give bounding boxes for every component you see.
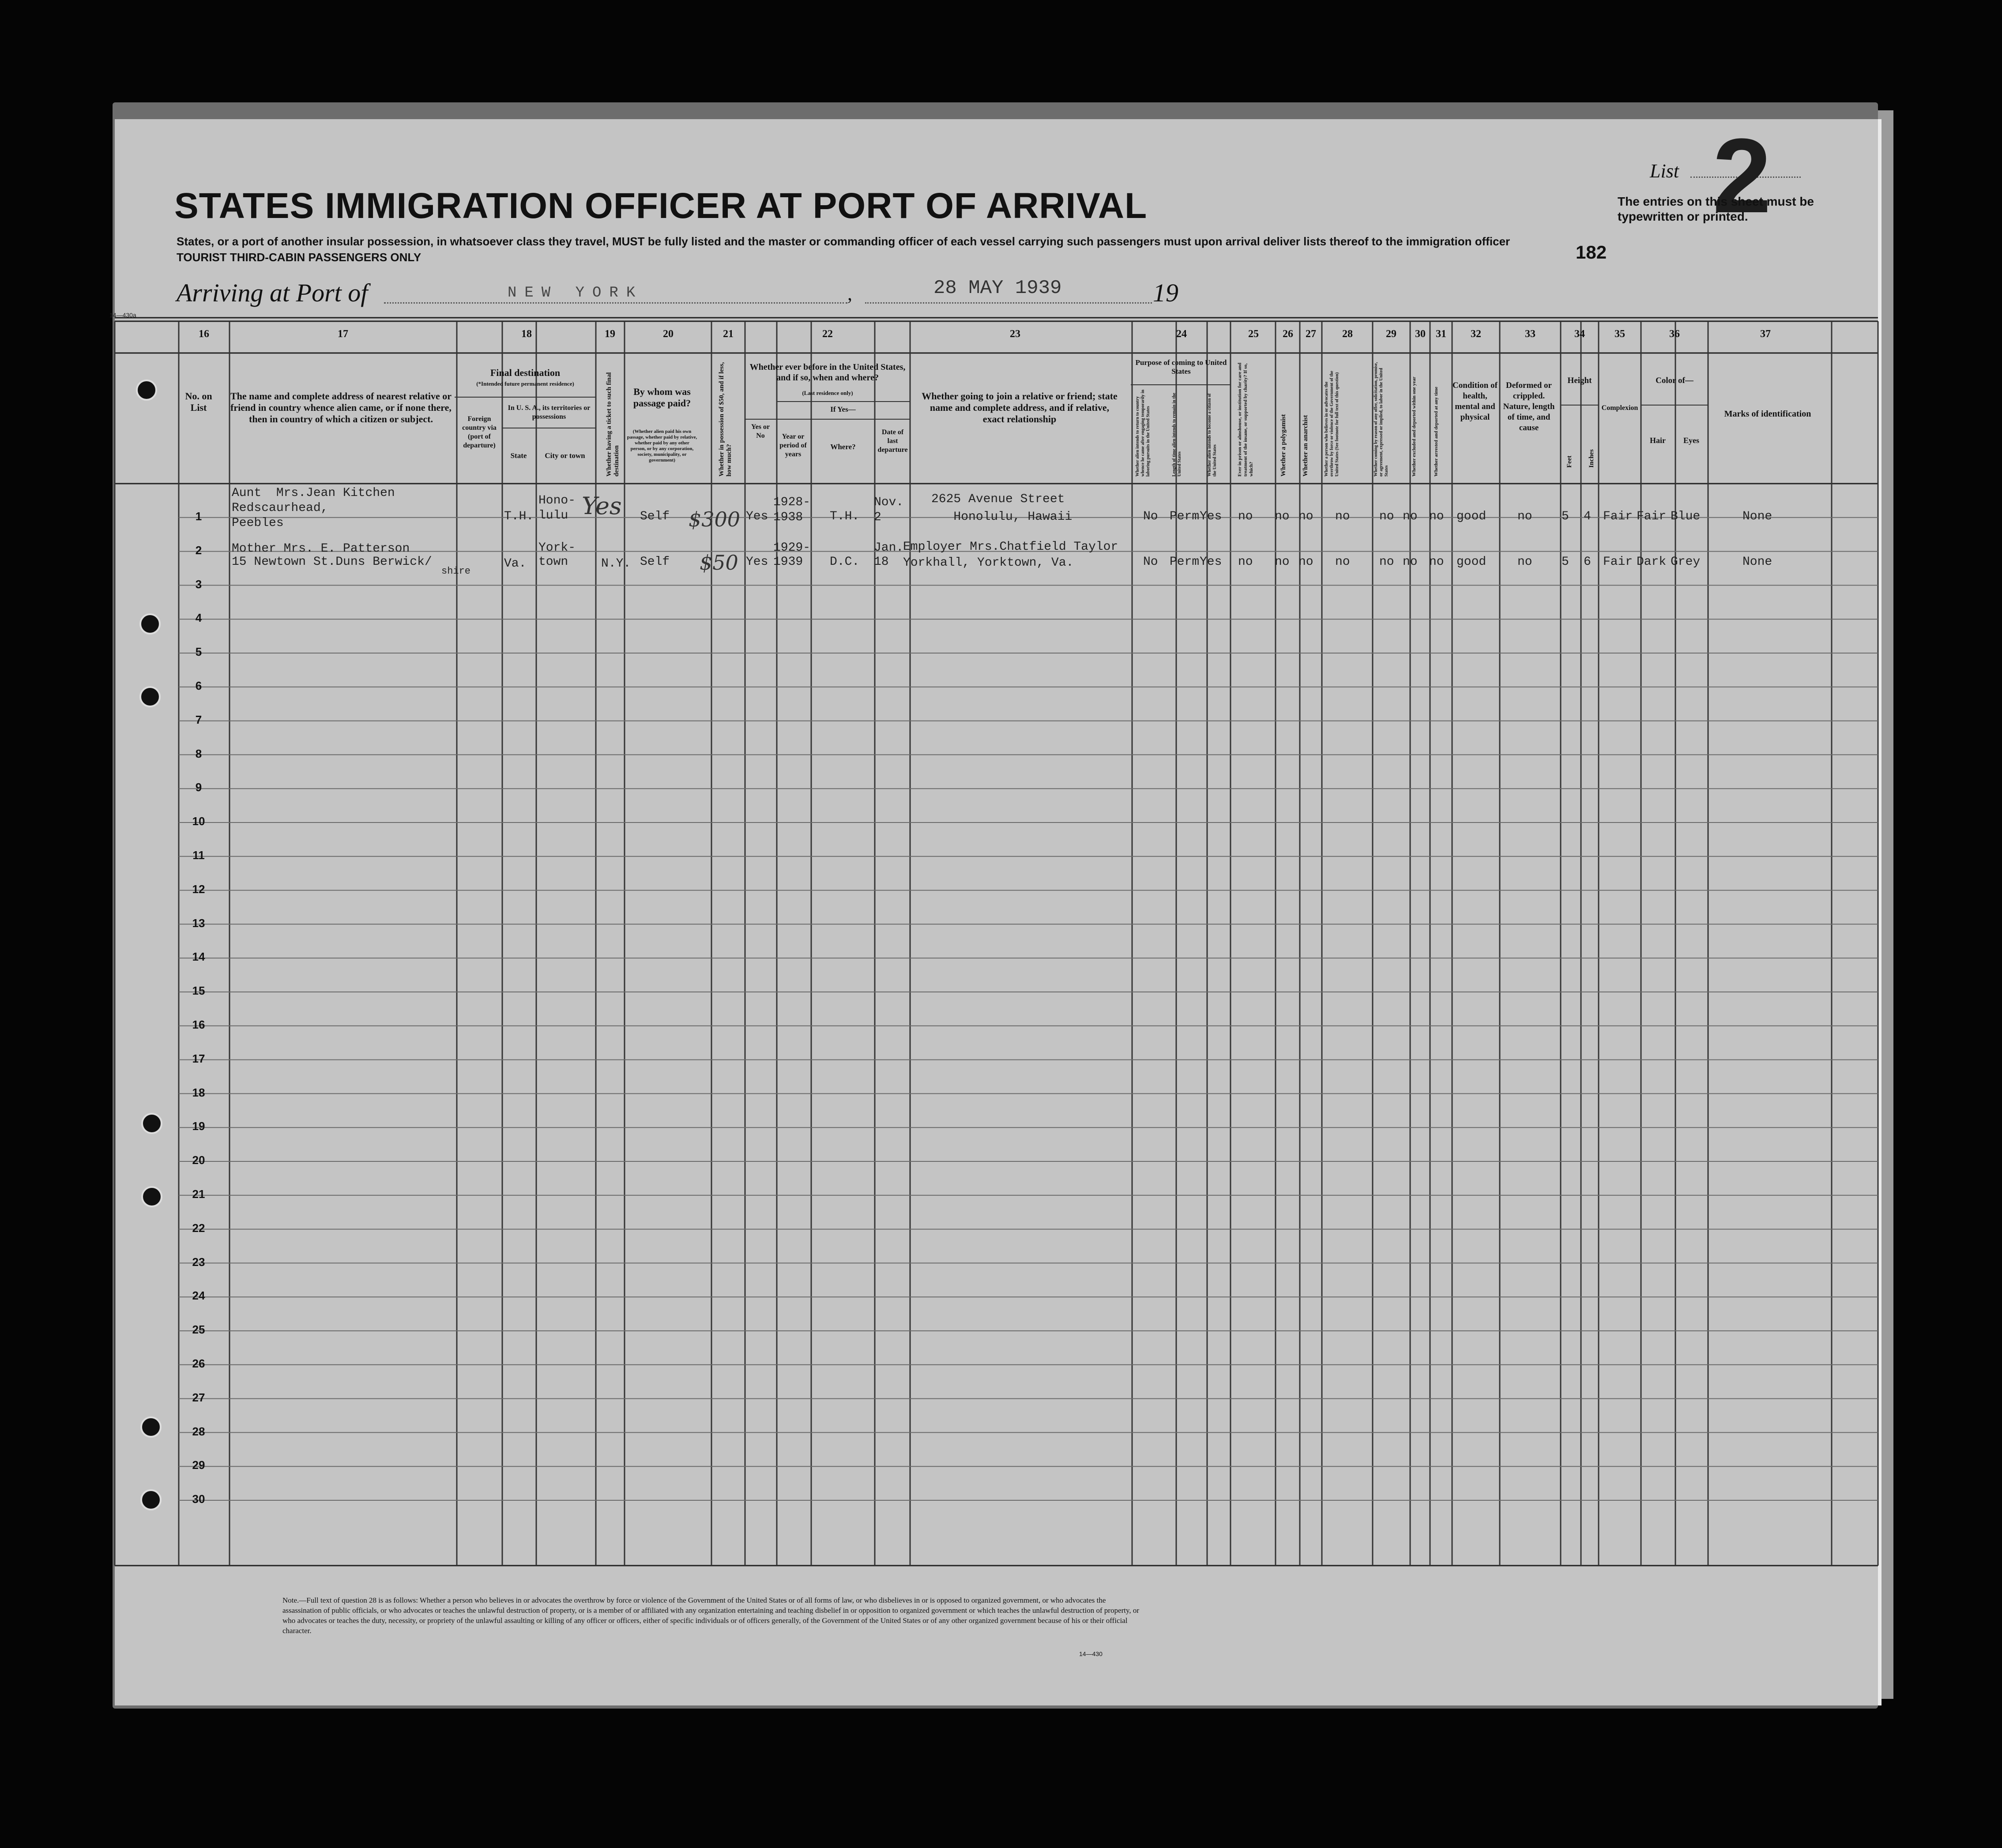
header-final-destination: Final destination xyxy=(490,367,561,378)
comma-1: , xyxy=(847,283,852,304)
header-height: Height xyxy=(1567,376,1592,385)
entry-2-paid-by: Self xyxy=(640,555,670,569)
row-number: 1 xyxy=(195,510,202,523)
row-number: 7 xyxy=(195,713,202,726)
typewritten-note: The entries on this sheet must be typewritten or printed. xyxy=(1618,195,1814,223)
tourist-class-label: TOURIST THIRD-CABIN PASSENGERS ONLY xyxy=(177,251,421,264)
row-number: 20 xyxy=(192,1153,205,1167)
row-number: 22 xyxy=(192,1221,205,1235)
row-number: 10 xyxy=(192,815,205,828)
column-number: 35 xyxy=(1614,328,1625,340)
entry-1-complexion: Fair xyxy=(1603,510,1633,523)
header-prison: Ever in prison or almshouse, or institution for care and treatment of the insane, or supported by charity? If so, which? xyxy=(1237,362,1254,477)
header-if-yes: If Yes— xyxy=(830,405,856,413)
row-number: 18 xyxy=(192,1086,205,1099)
header-inches: Inches xyxy=(1588,449,1595,468)
header-last-departure: Date of last departure xyxy=(877,428,908,454)
entry-1-eyes: Blue xyxy=(1671,510,1701,523)
entry-2-excluded: no xyxy=(1403,555,1418,569)
column-number: 20 xyxy=(663,328,674,340)
page-title: STATES IMMIGRATION OFFICER AT PORT OF ARRIVAL xyxy=(174,186,1148,226)
header-relative: The name and complete address of nearest relative or friend in country whence alien came, or if none there, then in country of which a citizen or subject. xyxy=(230,391,452,424)
column-number: 34 xyxy=(1574,328,1585,340)
header-purpose: Purpose of coming to United States xyxy=(1135,358,1227,376)
entry-2-contract: no xyxy=(1379,555,1394,569)
entry-2-foreign: Va. xyxy=(504,557,527,571)
arriving-label: Arriving at Port of xyxy=(177,278,368,307)
header-state: State xyxy=(510,451,527,460)
entry-1-health: good xyxy=(1456,510,1486,523)
row-number: 13 xyxy=(192,916,205,930)
entry-2-prison: no xyxy=(1238,555,1253,569)
entry-2-complexion: Fair xyxy=(1603,555,1633,569)
row-number: 23 xyxy=(192,1255,205,1269)
entry-2-city: York- town xyxy=(538,541,576,569)
header-joining: Whether going to join a relative or friend; state name and complete address, and if relative, exact relationship xyxy=(922,391,1118,424)
punch-hole xyxy=(141,1186,162,1207)
entry-2-purpose-time: Perm xyxy=(1170,555,1200,569)
row-number: 19 xyxy=(192,1119,205,1133)
header-yes-no: Yes or No xyxy=(751,423,770,439)
column-number: 27 xyxy=(1306,328,1316,340)
row-number: 12 xyxy=(192,882,205,896)
footer-form-number: 14—430 xyxy=(1079,1650,1103,1657)
header-before-us: Whether ever before in the United States, and if so, when and where? xyxy=(749,362,906,383)
entry-1-contract: no xyxy=(1379,510,1394,523)
entry-2-eyes: Grey xyxy=(1671,555,1701,569)
row-number: 16 xyxy=(192,1018,205,1031)
row-number: 3 xyxy=(195,577,202,591)
entry-1-anarchist: no xyxy=(1298,510,1313,523)
entry-1-marks: None xyxy=(1742,510,1772,523)
row-number: 29 xyxy=(192,1458,205,1472)
row-number: 30 xyxy=(192,1492,205,1506)
header-final-destination-sub: (*Intended future permanent residence) xyxy=(476,380,574,387)
punch-hole xyxy=(140,1416,162,1438)
header-purpose-time: Length of time alien intends to remain in the United States xyxy=(1172,393,1182,477)
header-overthrow: Whether a person who believes in or advocates the overthrow by force or violence of the Government of the United States (See footnote for full text of this question) xyxy=(1324,371,1340,477)
entry-1-purpose-citizen: Yes xyxy=(1200,510,1222,523)
column-number: 16 xyxy=(199,328,209,340)
header-no-on-list: No. on List xyxy=(185,391,212,413)
arrival-date: 28 MAY 1939 xyxy=(933,277,1062,299)
entry-1-deformed: no xyxy=(1517,510,1532,523)
column-number: 17 xyxy=(338,328,348,340)
column-number: 23 xyxy=(1010,328,1020,340)
header-money: Whether in possession of $50, and if less, how much? xyxy=(718,362,733,477)
column-number: 21 xyxy=(723,328,734,340)
punch-hole xyxy=(139,613,161,635)
header-before-us-sub: (Last residence only) xyxy=(802,390,853,396)
entry-1-inches: 4 xyxy=(1584,510,1591,523)
entry-1-hair: Fair xyxy=(1637,510,1667,523)
header-eyes: Eyes xyxy=(1683,436,1699,445)
entry-1-before: Yes xyxy=(746,510,768,523)
row-number: 9 xyxy=(195,781,202,794)
port-value: NEW YORK xyxy=(508,285,644,301)
row-number: 14 xyxy=(192,950,205,964)
footnote-question-28: Note.—Full text of question 28 is as follows: Whether a person who believes in or advocates the overthrow by force or violence of the Government of the United States or of all forms of law, or who disbelieves in or is opposed to organized government, or who advocates the assassination of public officials, or who advocates or teaches the unlawful destruction of property, or is a member of or affiliated with any organization entertaining and teaching disbelief in or opposition to organized government or which teaches the unlawful destruction of property, or who advocates or teaches the duty, necessity, or propriety of the unlawful assaulting or killing of any officer or officers, either of specific individuals or of officers generally, of the Government of the United States or of any other organized government because of his or their official character. xyxy=(282,1596,1140,1635)
column-number: 36 xyxy=(1669,328,1680,340)
list-label: List xyxy=(1650,160,1679,182)
column-number: 28 xyxy=(1342,328,1353,340)
entry-2-ticket: N.Y. xyxy=(601,557,631,571)
entry-2-before: Yes xyxy=(746,555,768,569)
header-ticket: Whether having a ticket to such final destination xyxy=(606,372,620,477)
column-number: 26 xyxy=(1283,328,1293,340)
column-number: 19 xyxy=(605,328,615,340)
entry-1-ticket: Yes xyxy=(582,492,622,520)
entry-2-deformed: no xyxy=(1517,555,1532,569)
entry-1-relative-line2: Redscaurhead, xyxy=(232,501,328,515)
row-number: 21 xyxy=(192,1187,205,1201)
punch-hole xyxy=(136,379,157,401)
entry-1-state: T.H. xyxy=(504,510,534,523)
entry-2-inches: 6 xyxy=(1584,555,1591,569)
header-purpose-citizen: Whether alien intends to become a citizen of the United States xyxy=(1207,393,1217,477)
entry-2-departure: Jan. 18 xyxy=(874,541,904,569)
list-number: 2 xyxy=(1712,116,1772,235)
row-number: 15 xyxy=(192,984,205,998)
entry-2-polygamist: no xyxy=(1275,555,1290,569)
header-years: Year or period of years xyxy=(779,433,807,458)
entry-1-overthrow: no xyxy=(1335,510,1350,523)
entry-1-relative-line1: Aunt Mrs.Jean Kitchen xyxy=(232,486,395,500)
row-number: 26 xyxy=(192,1357,205,1370)
row-number: 6 xyxy=(195,679,202,692)
entry-1-feet: 5 xyxy=(1562,510,1569,523)
header-complexion: Complexion xyxy=(1601,404,1638,412)
entry-1-purpose-time: Perm xyxy=(1170,510,1200,523)
entry-2-anarchist: no xyxy=(1298,555,1313,569)
row-number: 4 xyxy=(195,611,202,625)
header-anarchist: Whether an anarchist xyxy=(1302,415,1309,477)
sheet-number: 182 xyxy=(1576,242,1607,263)
header-instructions: States, or a port of another insular possession, in whatsoever class they travel, MUST be fully listed and the master or commanding officer of each vessel carrying such passengers must upon arrival deliver lists thereof to the immigration officer xyxy=(177,235,1510,248)
row-number: 27 xyxy=(192,1390,205,1404)
entry-2-relative-line3: shire xyxy=(441,566,471,577)
header-hair: Hair xyxy=(1650,436,1666,445)
entry-1-money: $300 xyxy=(689,507,741,531)
entry-1-polygamist: no xyxy=(1275,510,1290,523)
entry-2-health: good xyxy=(1456,555,1486,569)
entry-1-departure: Nov. 2 xyxy=(874,496,904,524)
column-number: 32 xyxy=(1471,328,1481,340)
column-number: 37 xyxy=(1760,328,1771,340)
entry-2-joining: Employer Mrs.Chatfield Taylor Yorkhall, Yorktown, Va. xyxy=(903,540,1118,570)
header-deformed: Deformed or crippled. Nature, length of time, and cause xyxy=(1503,381,1555,432)
punch-hole xyxy=(141,1113,162,1134)
column-number: 24 xyxy=(1176,328,1187,340)
header-foreign-country: Foreign country via (port of departure) xyxy=(462,415,497,449)
column-number: 29 xyxy=(1386,328,1396,340)
entry-2-where: D.C. xyxy=(830,555,860,569)
row-number: 8 xyxy=(195,747,202,760)
year-prefix: 19 xyxy=(1153,278,1178,307)
entry-2-purpose-citizen: Yes xyxy=(1200,555,1222,569)
entry-1-purpose-return: No xyxy=(1143,510,1158,523)
entry-2-feet: 5 xyxy=(1562,555,1569,569)
row-number: 28 xyxy=(192,1424,205,1438)
entry-1-where: T.H. xyxy=(830,510,860,523)
entry-1-deported: no xyxy=(1429,510,1444,523)
row-number: 17 xyxy=(192,1052,205,1065)
entry-1-excluded: no xyxy=(1403,510,1418,523)
entry-1-years: 1928- 1938 xyxy=(773,496,811,524)
header-passage-paid: By whom was passage paid? xyxy=(633,386,691,409)
header-health: Condition of health, mental and physical xyxy=(1453,381,1498,422)
header-contract-labor: Whether coming by reason of any offer, solicitation, promise, or agreement, expressed or implied, to labor in the United States xyxy=(1374,362,1389,477)
header-polygamist: Whether a polygamist xyxy=(1280,414,1287,477)
column-number: 18 xyxy=(521,328,532,340)
header-city: City or town xyxy=(545,451,585,460)
column-number: 30 xyxy=(1415,328,1426,340)
column-number: 22 xyxy=(822,328,833,340)
header-deported: Whether arrested and deported at any time xyxy=(1434,387,1439,477)
entry-2-overthrow: no xyxy=(1335,555,1350,569)
row-number: 25 xyxy=(192,1323,205,1337)
entry-2-years: 1929- 1939 xyxy=(773,541,811,569)
punch-hole xyxy=(140,1489,162,1510)
header-marks: Marks of identification xyxy=(1724,409,1811,419)
header-in-usa: In U. S. A., its territories or possessions xyxy=(508,404,591,421)
entry-1-joining: 2625 Avenue Street Honolulu, Hawaii xyxy=(931,492,1072,524)
header-excluded: Whether excluded and deported within one year xyxy=(1411,376,1417,477)
row-number: 24 xyxy=(192,1289,205,1303)
form-code: 14—430a xyxy=(109,312,136,319)
column-number: 25 xyxy=(1248,328,1259,340)
entry-1-relative-line3: Peebles xyxy=(232,516,284,530)
entry-2-money: $50 xyxy=(700,551,738,575)
header-color: Color of— xyxy=(1656,376,1693,385)
entry-1-prison: no xyxy=(1238,510,1253,523)
column-number: 33 xyxy=(1525,328,1535,340)
row-number: 5 xyxy=(195,645,202,659)
header-passage-note: (Whether alien paid his own passage, whether paid by relative, whether paid by any other person, or by any corporation, society, municipality, or government) xyxy=(627,429,697,463)
row-number: 2 xyxy=(195,543,202,557)
header-purpose-return: Whether alien intends to return to country whence he came after engaging temporarily in laboring pursuits in the United States xyxy=(1135,390,1151,477)
row-number: 11 xyxy=(192,849,205,862)
entry-2-hair: Dark xyxy=(1637,555,1667,569)
entry-2-deported: no xyxy=(1429,555,1444,569)
punch-hole xyxy=(139,686,161,707)
column-number: 31 xyxy=(1436,328,1446,340)
entry-1-paid-by: Self xyxy=(640,510,670,523)
entry-2-purpose-return: No xyxy=(1143,555,1158,569)
entry-2-relative-line2: 15 Newtown St.Duns Berwick/ xyxy=(232,555,432,569)
entry-1-city: Hono- lulu xyxy=(538,494,576,522)
entry-2-relative-line1: Mother Mrs. E. Patterson xyxy=(232,542,410,556)
header-feet: Feet xyxy=(1566,455,1573,468)
header-where: Where? xyxy=(830,443,856,451)
entry-2-marks: None xyxy=(1742,555,1772,569)
